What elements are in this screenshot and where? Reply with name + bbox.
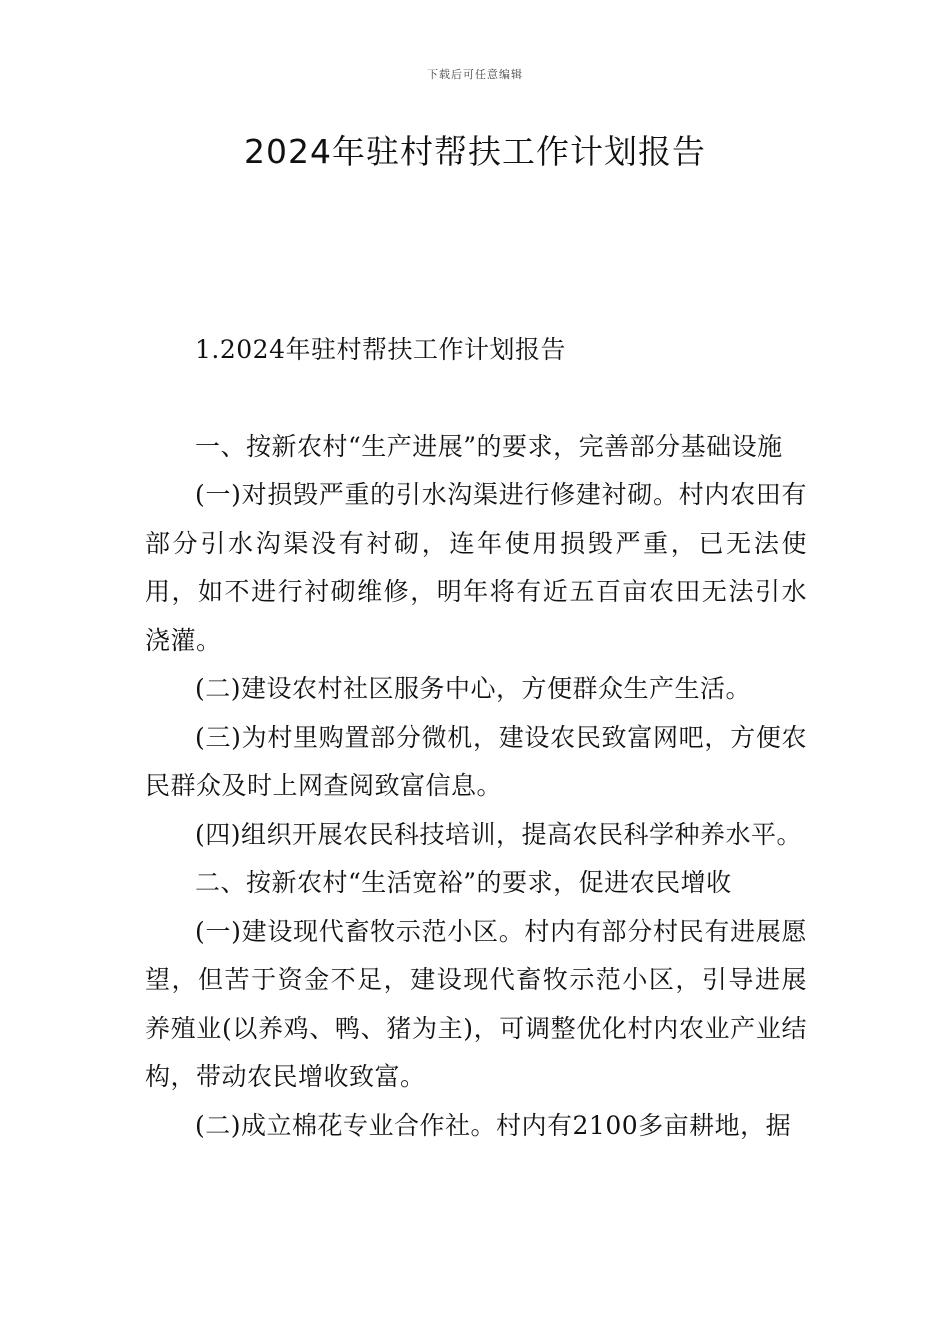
section-heading-1: 一、按新农村“生产进展”的要求，完善部分基础设施 — [195, 431, 783, 461]
paragraph-1-1: (一)对损毁严重的引水沟渠进行修建衬砌。村内农田有部分引水沟渠没有衬砌，连年使用损毁严重，已无法使用，如不进行衬砌维修，明年将有近五百亩农田无法引水浇灌。 — [145, 480, 807, 655]
section-heading-2: 二、按新农村“生活宽裕”的要求，促进农民增收 — [195, 868, 732, 897]
document-body — [145, 326, 807, 1150]
paragraph-1-4: (四)组织开展农民科技培训，提高农民科学种养水平。 — [195, 819, 803, 849]
paragraph-1-2: (二)建设农村社区服务中心，方便群众生产生活。 — [195, 674, 752, 703]
section-subtitle: 1.2024年驻村帮扶工作计划报告 — [195, 335, 566, 364]
header-note: 下载后可任意编辑 — [427, 68, 523, 81]
document-title: 2024年驻村帮扶工作计划报告 — [244, 132, 706, 171]
paragraph-2-1: (一)建设现代畜牧示范小区。村内有部分村民有进展愿望，但苦于资金不足，建设现代畜牧示范小区，引导进展养殖业(以养鸡、鸭、猪为主)，可调整优化村内农业产业结构，带动农民增收致富。 — [145, 916, 807, 1091]
paragraph-2-2: (二)成立棉花专业合作社。村内有2100多亩耕地，据 — [195, 1110, 792, 1140]
paragraph-1-3: (三)为村里购置部分微机，建设农民致富网吧，方便农民群众及时上网查阅致富信息。 — [145, 722, 807, 800]
